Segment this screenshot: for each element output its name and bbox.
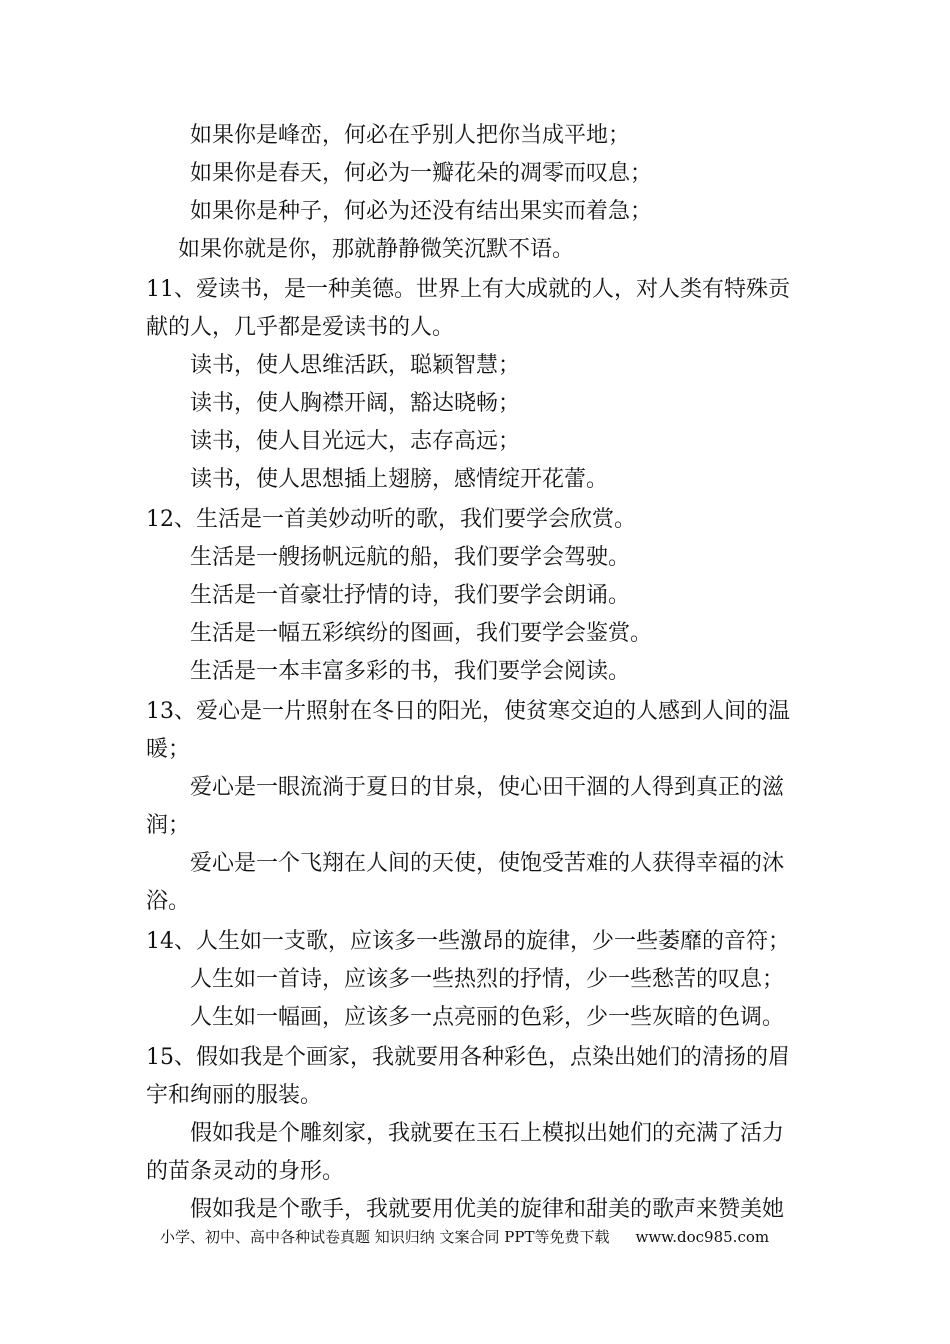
text-line: 14、人生如一支歌，应该多一些激昂的旋律，少一些萎靡的音符； <box>146 929 790 954</box>
text-line: 假如我是个雕刻家，我就要在玉石上模拟出她们的充满了活力 <box>190 1121 785 1146</box>
text-line: 爱心是一眼流淌于夏日的甘泉，使心田干涸的人得到真正的滋 <box>190 775 785 800</box>
text-line: 如果你是峰峦，何必在乎别人把你当成平地； <box>190 123 631 148</box>
text-line: 浴。 <box>146 889 191 914</box>
text-line: 暖； <box>146 737 191 762</box>
footer-url-link[interactable]: www.doc985.com <box>635 1228 770 1246</box>
text-line: 如果你就是你，那就静静微笑沉默不语。 <box>178 237 575 262</box>
text-line: 人生如一首诗，应该多一些热烈的抒情，少一些愁苦的叹息； <box>190 967 785 992</box>
text-line: 的苗条灵动的身形。 <box>146 1159 345 1184</box>
text-line: 假如我是个歌手，我就要用优美的旋律和甜美的歌声来赞美她 <box>190 1197 785 1222</box>
text-line: 如果你是种子，何必为还没有结出果实而着急； <box>190 199 653 224</box>
text-line: 读书，使人目光远大，志存高远； <box>190 429 521 454</box>
text-line: 12、生活是一首美妙动听的歌，我们要学会欣赏。 <box>146 507 636 532</box>
text-line: 读书，使人思维活跃，聪颖智慧； <box>190 353 521 378</box>
text-line: 15、假如我是个画家，我就要用各种彩色，点染出她们的清扬的眉 <box>146 1045 790 1070</box>
text-line: 13、爱心是一片照射在冬日的阳光，使贫寒交迫的人感到人间的温 <box>146 699 790 724</box>
text-line: 宇和绚丽的服装。 <box>146 1083 323 1108</box>
page-footer <box>160 1225 769 1249</box>
text-line: 如果你是春天，何必为一瓣花朵的凋零而叹息； <box>190 161 653 186</box>
text-line: 献的人，几乎都是爱读书的人。 <box>146 315 455 340</box>
text-line: 11、爱读书，是一种美德。世界上有大成就的人，对人类有特殊贡 <box>146 277 790 302</box>
text-line: 读书，使人思想插上翅膀，感情绽开花蕾。 <box>190 467 609 492</box>
text-line: 生活是一本丰富多彩的书，我们要学会阅读。 <box>190 659 631 684</box>
text-line: 生活是一幅五彩缤纷的图画，我们要学会鉴赏。 <box>190 621 653 646</box>
text-line: 生活是一艘扬帆远航的船，我们要学会驾驶。 <box>190 545 631 570</box>
text-line: 润； <box>146 813 191 838</box>
footer-text: 小学、初中、高中各种试卷真题 知识归纳 文案合同 PPT等免费下载 <box>160 1228 610 1246</box>
text-line: 生活是一首豪壮抒情的诗，我们要学会朗诵。 <box>190 583 631 608</box>
text-line: 读书，使人胸襟开阔，豁达晓畅； <box>190 391 521 416</box>
text-line: 人生如一幅画，应该多一点亮丽的色彩，少一些灰暗的色调。 <box>190 1005 785 1030</box>
text-line: 爱心是一个飞翔在人间的天使，使饱受苦难的人获得幸福的沐 <box>190 851 785 876</box>
